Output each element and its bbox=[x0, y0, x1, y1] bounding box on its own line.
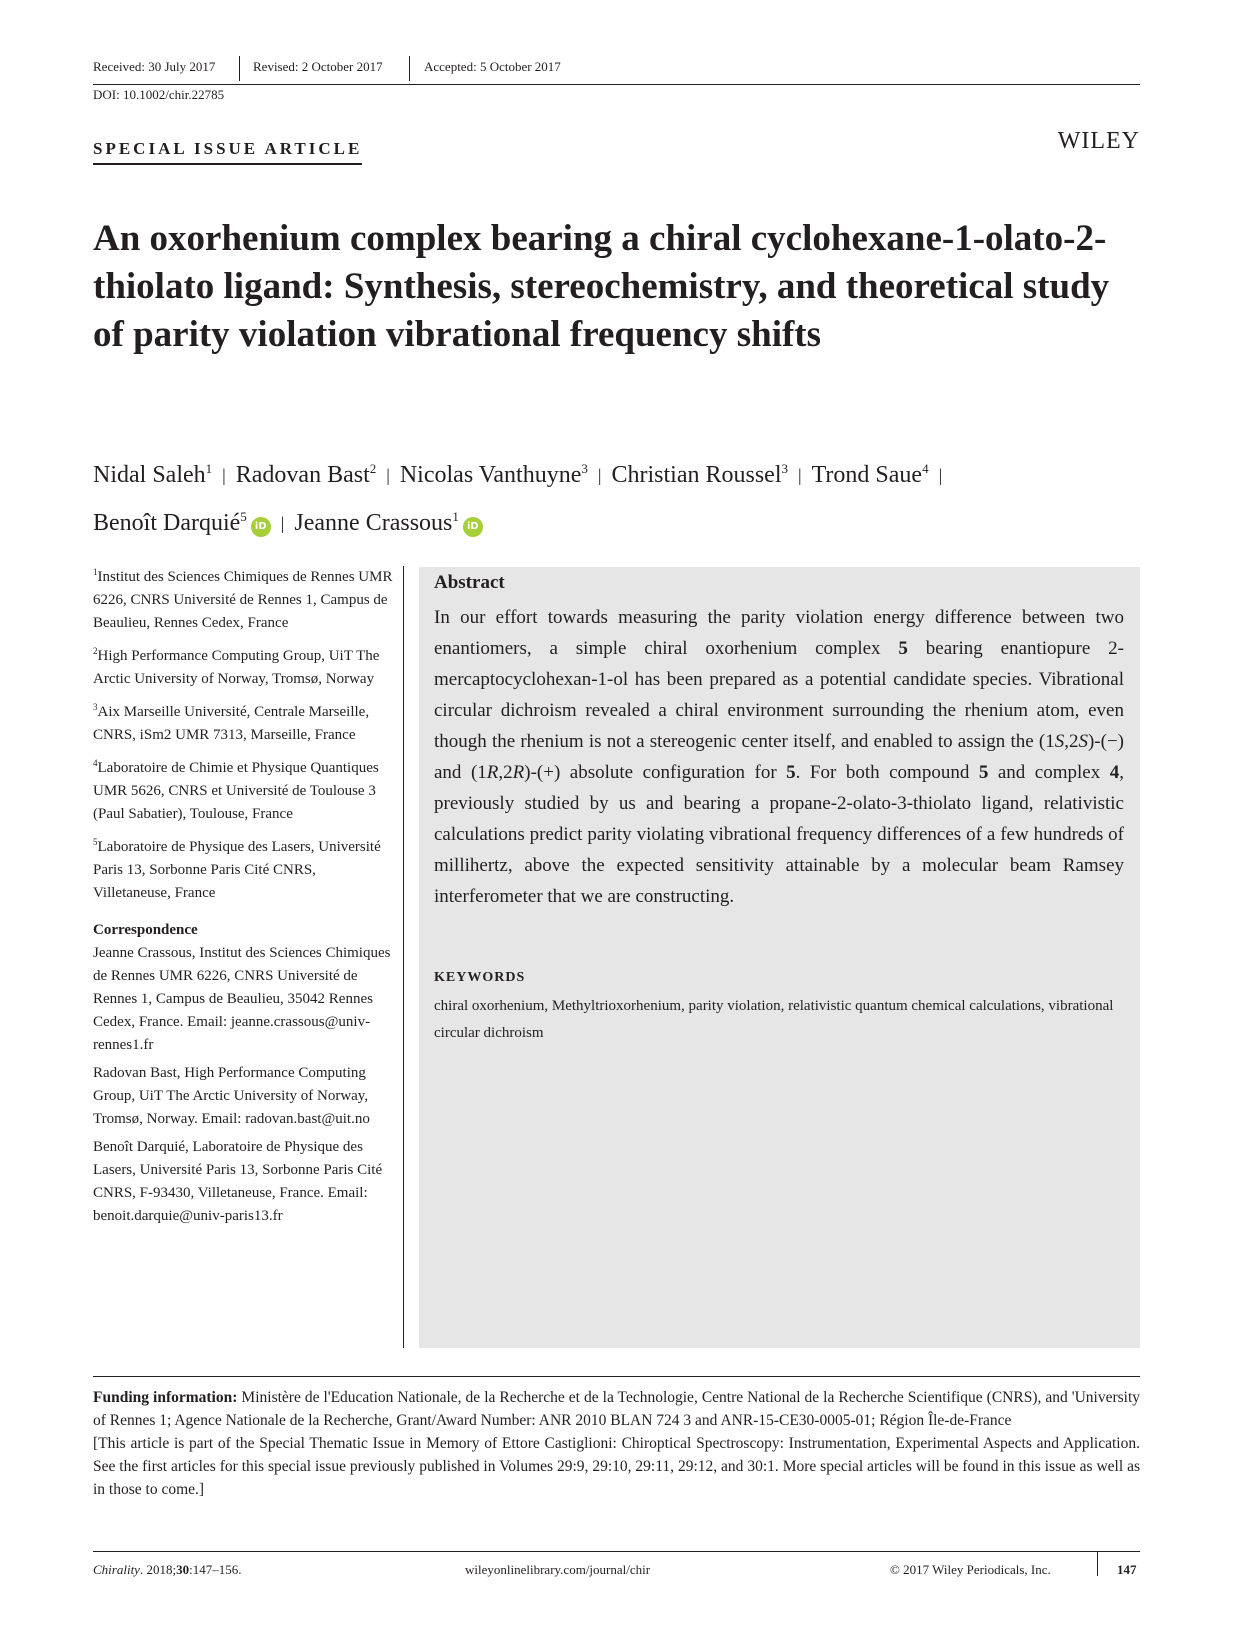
correspondence-entry: Benoît Darquié, Laboratoire de Physique des Lasers, Université Paris 13, Sorbonne Paris Cité CNRS, F-93430, Villetaneuse, France. Email: benoit.darquie@univ-paris13.fr bbox=[93, 1139, 383, 1224]
author[interactable]: Benoît Darquié$^5$ bbox=[93, 509, 247, 536]
separator: | bbox=[938, 465, 943, 485]
article-history bbox=[93, 56, 1140, 85]
affiliation-marker: 4 bbox=[922, 461, 929, 476]
keywords-text: chiral oxorhenium, Methyltrioxorhenium, parity violation, relativistic quantum chemical calculations, vibrational circular dichroism bbox=[434, 998, 1114, 1041]
correspondence-heading: Correspondence bbox=[93, 922, 198, 938]
correspondence-entry: Radovan Bast, High Performance Computing Group, UiT The Arctic University of Norway, Tromsø, Norway. Email: radovan.bast@uit.no bbox=[93, 1065, 370, 1127]
correspondence-entry: Jeanne Crassous, Institut des Sciences Chimiques de Rennes UMR 6226, CNRS Université de Rennes 1, Campus de Beaulieu, 35042 Rennes Cedex, France. Email: jeanne.crassous@univ-rennes1.fr bbox=[93, 945, 391, 1053]
affiliation-marker: 5 bbox=[240, 509, 247, 524]
affiliation-marker: 1 bbox=[205, 461, 213, 476]
column-divider bbox=[403, 566, 404, 1348]
doi[interactable]: DOI: 10.1002/chir.22785 bbox=[93, 87, 225, 102]
journal-citation bbox=[93, 1562, 241, 1578]
funding-text: Ministère de l'Education Nationale, de la Recherche et de la Technologie, Centre National de la Recherche Scientifique (CNRS), and 'University of Rennes 1; Agence Nationale de la Recherche, Grant/Award Number: ANR 2010 BLAN 724 3 and ANR-15-CE30-0005-01; Région Île-de-France bbox=[93, 1389, 1140, 1429]
funding-label: Funding information: bbox=[93, 1389, 238, 1406]
separator: | bbox=[280, 513, 285, 533]
page-footer bbox=[93, 1551, 1140, 1578]
affiliations-column bbox=[93, 561, 393, 1233]
affiliation: $^1$Institut des Sciences Chimiques de Rennes UMR 6226, CNRS Université de Rennes 1, Campus de Beaulieu, Rennes Cedex, France bbox=[93, 567, 393, 631]
orcid-icon[interactable]: iD bbox=[463, 517, 483, 537]
article-title: An oxorhenium complex bearing a chiral cyclohexane-1-olato-2-thiolato ligand: Synthesis, stereochemistry, and theoretical study of parity violation vibrational frequency shifts bbox=[93, 218, 1110, 355]
funding-information bbox=[93, 1376, 1140, 1501]
author[interactable]: Jeanne Crassous$^1$ bbox=[294, 509, 459, 536]
special-issue-note: [This article is part of the Special Thematic Issue in Memory of Ettore Castiglioni: Chiroptical Spectroscopy: Instrumentation, Experimental Aspects and Application. See the first articles for this special issue previously published in Volumes 29:9, 29:10, 29:11, 29:12, and 30:1. More special articles will be found in this issue as well as in those to come.] bbox=[93, 1435, 1140, 1498]
received-date: Received: 30 July 2017 bbox=[93, 59, 216, 74]
divider bbox=[239, 56, 240, 81]
divider bbox=[409, 56, 410, 81]
abstract-text: In our effort towards measuring the parity violation energy difference between two enantiomers, a simple chiral oxorhenium complex 5 bearing enantiopure 2-mercaptocyclohexan-1-ol has been prepared as a potential candidate species. Vibrational circular dichroism revealed a chiral environment surrounding the rhenium atom, even though the rhenium is not a stereogenic center itself, and enabled to assign the (1S,2S)-(−) and (1R,2R)-(+) absolute configuration for 5. For both compound 5 and complex 4, previously studied by us and bearing a propane-2-olato-3-thiolato ligand, relativistic calculations predict parity violating vibrational frequency differences of a few hundreds of millihertz, above the expected sensitivity attainable by a molecular beam Ramsey interferometer that we are constructing. bbox=[434, 607, 1124, 907]
journal-url[interactable]: wileyonlinelibrary.com/journal/chir bbox=[465, 1562, 651, 1577]
divider bbox=[1097, 1552, 1098, 1576]
keywords-heading: KEYWORDS bbox=[434, 970, 526, 985]
affiliation-marker: 1 bbox=[452, 509, 459, 524]
page-number: 147 bbox=[1117, 1562, 1137, 1577]
separator: | bbox=[597, 465, 602, 485]
separator: | bbox=[222, 465, 226, 485]
copyright: © 2017 Wiley Periodicals, Inc. bbox=[890, 1562, 1051, 1577]
abstract-heading: Abstract bbox=[434, 572, 505, 593]
author[interactable]: Nidal Saleh$^1$ bbox=[93, 461, 213, 488]
revised-date: Revised: 2 October 2017 bbox=[253, 59, 383, 74]
author[interactable]: Christian Roussel$^3$ bbox=[611, 461, 788, 488]
orcid-icon[interactable]: iD bbox=[251, 517, 271, 537]
citation: . 2018;30:147–156. bbox=[139, 1562, 242, 1577]
publisher-logo: WILEY bbox=[1057, 128, 1140, 154]
author-list bbox=[93, 448, 1143, 544]
journal-name: Chirality bbox=[93, 1562, 140, 1577]
separator: | bbox=[386, 465, 390, 485]
affiliation: $^3$Aix Marseille Université, Centrale Marseille, CNRS, iSm2 UMR 7313, Marseille, France bbox=[93, 702, 370, 743]
affiliation: $^4$Laboratoire de Chimie et Physique Quantiques UMR 5626, CNRS et Université de Toulouse 3 (Paul Sabatier), Toulouse, France bbox=[93, 758, 379, 822]
author[interactable]: Trond Saue$^4$ bbox=[811, 461, 929, 488]
author[interactable]: Nicolas Vanthuyne$^3$ bbox=[399, 461, 588, 488]
author[interactable]: Radovan Bast$^2$ bbox=[235, 461, 377, 488]
affiliation: $^5$Laboratoire de Physique des Lasers, Université Paris 13, Sorbonne Paris Cité CNRS, Villetaneuse, France bbox=[93, 837, 381, 901]
affiliation: $^2$High Performance Computing Group, UiT The Arctic University of Norway, Tromsø, Norway bbox=[93, 646, 380, 687]
affiliation-marker: 3 bbox=[781, 461, 788, 476]
affiliation-marker: 2 bbox=[369, 461, 377, 476]
accepted-date: Accepted: 5 October 2017 bbox=[424, 59, 561, 74]
separator: | bbox=[798, 465, 802, 485]
section-label: SPECIAL ISSUE ARTICLE bbox=[93, 139, 362, 165]
affiliation-marker: 3 bbox=[581, 461, 588, 476]
